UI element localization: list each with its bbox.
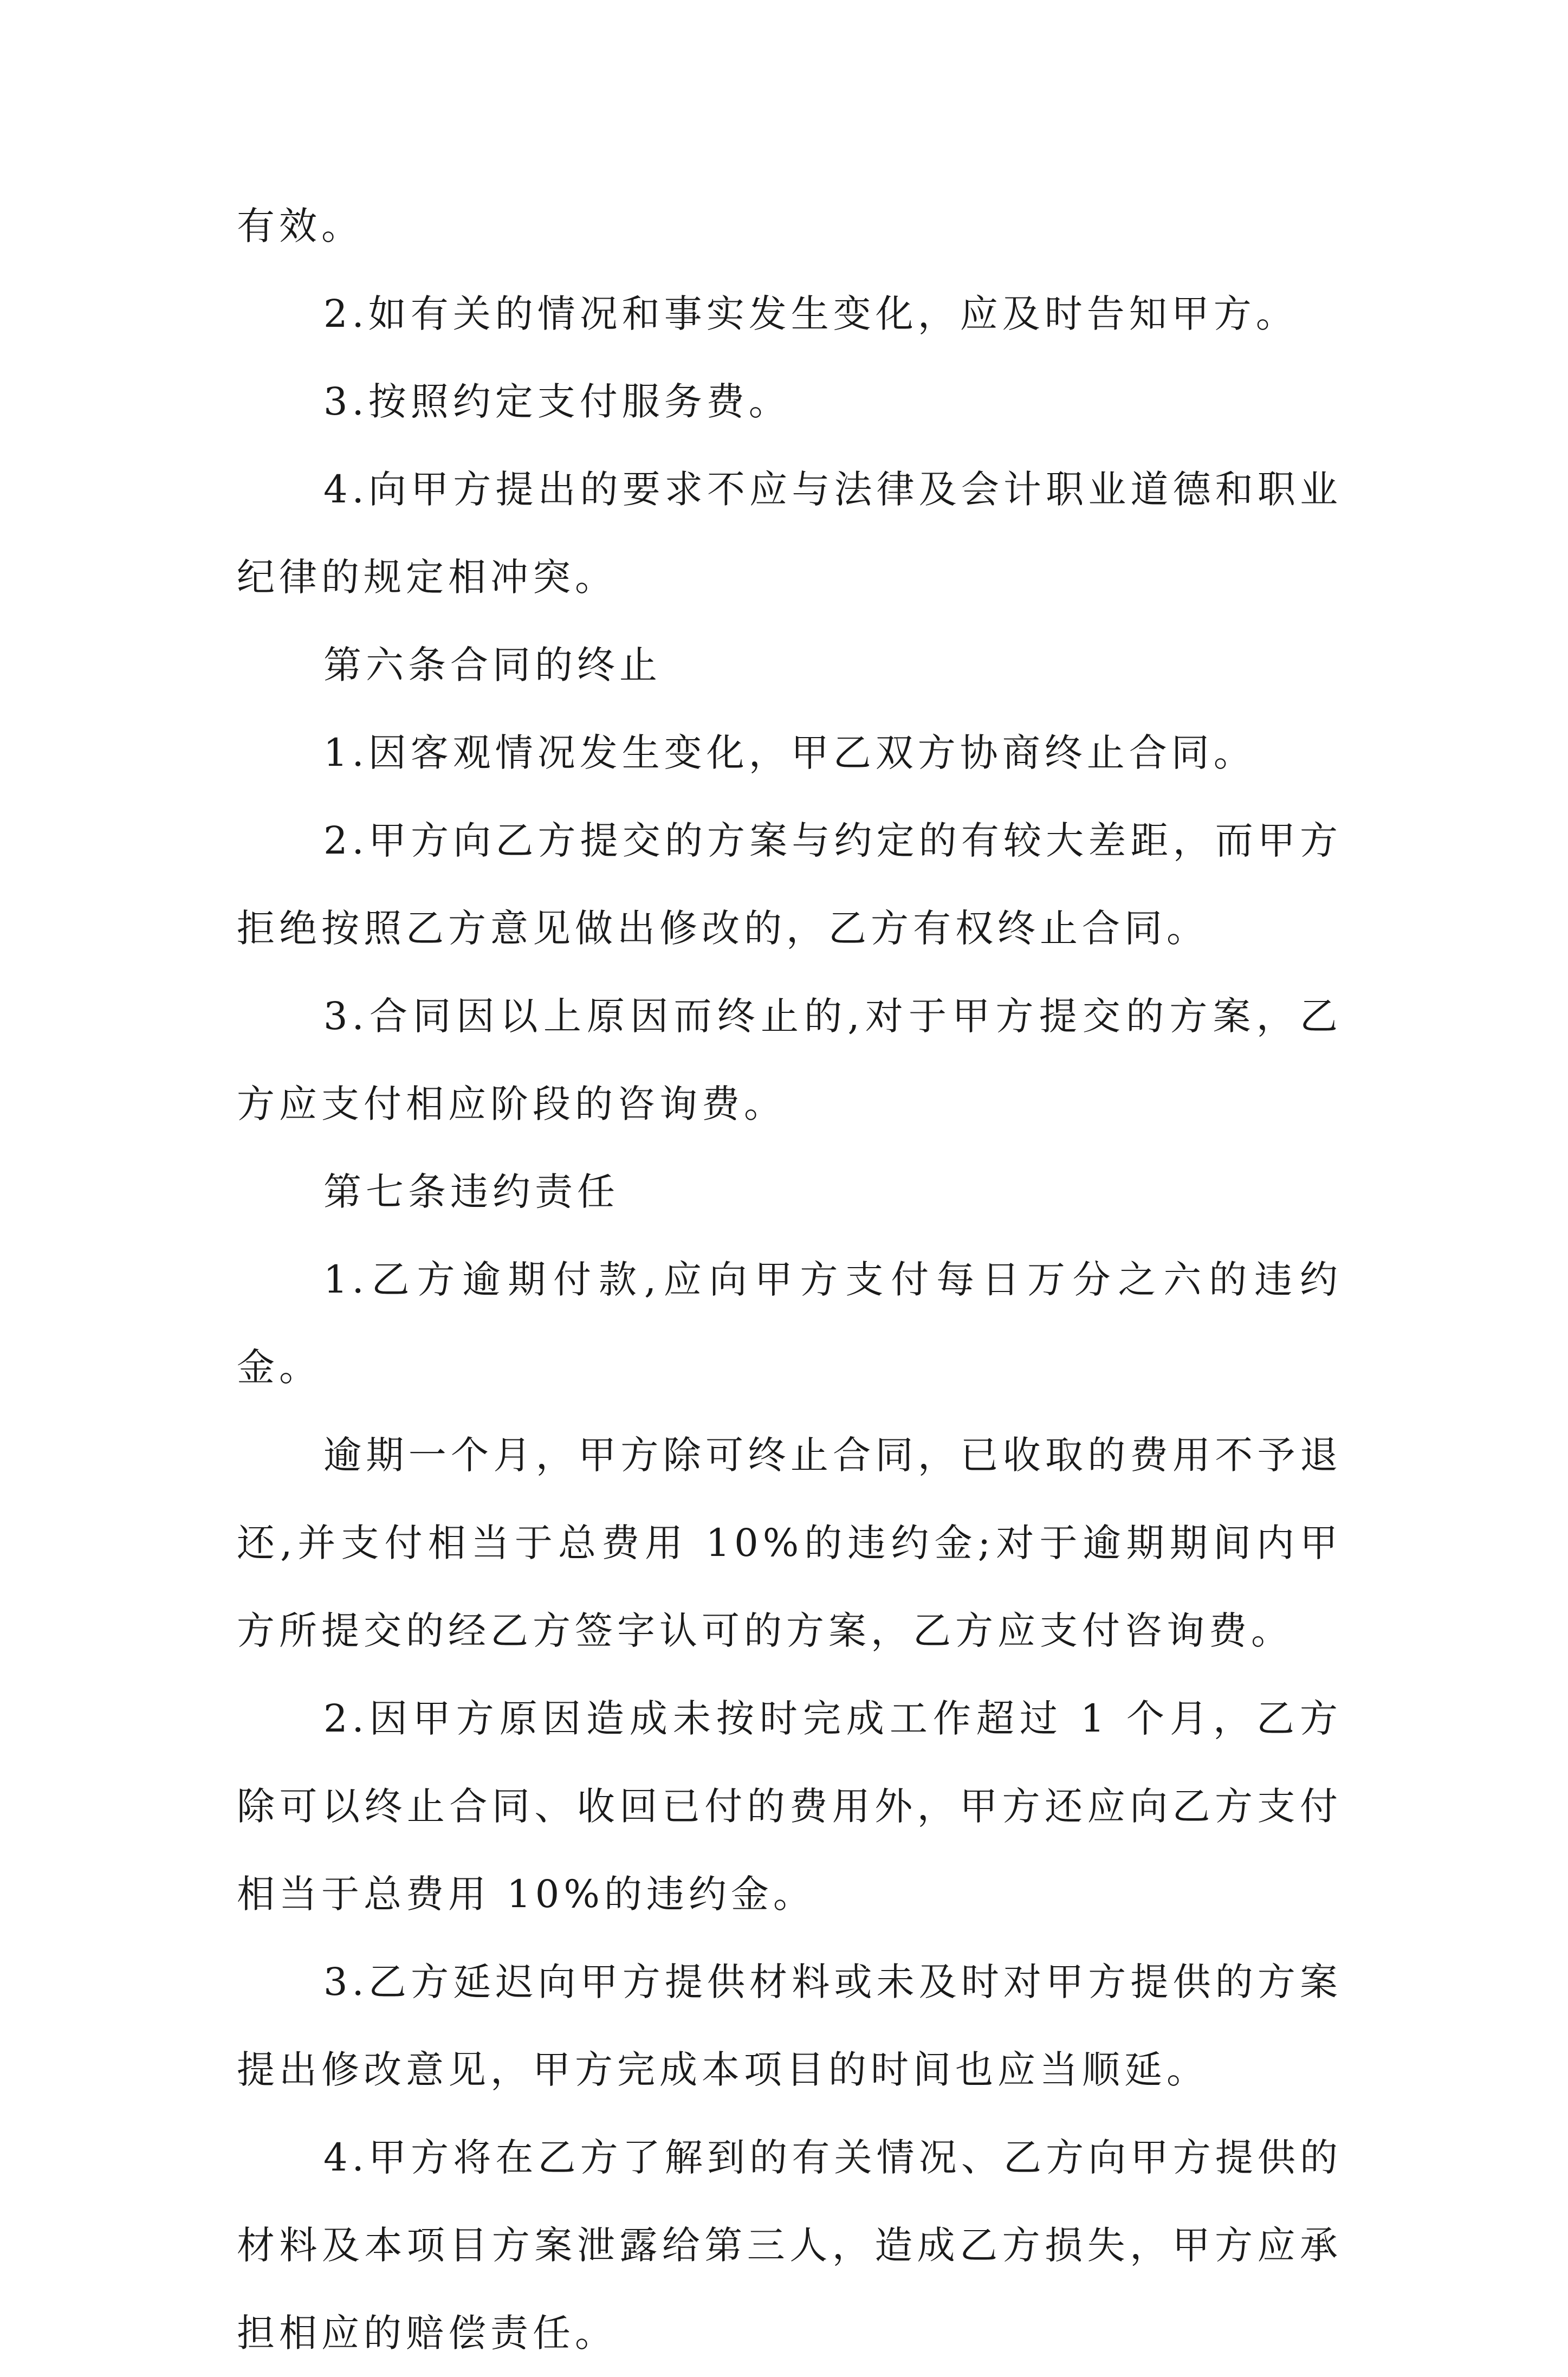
paragraph-article-6-item-1: 1.因客观情况发生变化，甲乙双方协商终止合同。 (323, 731, 1256, 775)
paragraph-article-7-item-2: 2.因甲方原因造成未按时完成工作超过 1 个月，乙方除可以终止合同、收回已付的费用外，甲方还应向乙方支付相当于总费用 10%的违约金。 (237, 1696, 1342, 1916)
section-heading-article-6: 第六条合同的终止 (323, 643, 662, 687)
section-heading-article-7: 第七条违约责任 (323, 1170, 619, 1214)
paragraph-article-7-item-3: 3.乙方延迟向甲方提供材料或未及时对甲方提供的方案提出修改意见，甲方完成本项目的时间也应当顺延。 (237, 1960, 1342, 2092)
paragraph-article-6-item-3: 3.合同因以上原因而终止的,对于甲方提交的方案，乙方应支付相应阶段的咨询费。 (237, 994, 1342, 1126)
paragraph-continuation: 有效。 (237, 204, 364, 248)
paragraph-article-7-item-4: 4.甲方将在乙方了解到的有关情况、乙方向甲方提供的材料及本项目方案泄露给第三人，造成乙方损失，甲方应承担相应的赔偿责任。 (237, 2135, 1342, 2355)
paragraph-article-6-item-2: 2.甲方向乙方提交的方案与约定的有较大差距，而甲方拒绝按照乙方意见做出修改的，乙方有权终止合同。 (237, 818, 1342, 951)
document-body (237, 182, 1342, 2377)
paragraph-article-7-overdue: 逾期一个月，甲方除可终止合同，已收取的费用不予退还,并支付相当于总费用 10%的违约金;对于逾期期间内甲方所提交的经乙方签字认可的方案，乙方应支付咨询费。 (237, 1433, 1342, 1653)
paragraph-item-4: 4.向甲方提出的要求不应与法律及会计职业道德和职业纪律的规定相冲突。 (237, 467, 1342, 599)
paragraph-item-3: 3.按照约定支付服务费。 (323, 379, 791, 424)
paragraph-item-2: 2.如有关的情况和事实发生变化，应及时告知甲方。 (323, 292, 1298, 336)
paragraph-article-7-item-1: 1.乙方逾期付款,应向甲方支付每日万分之六的违约金。 (237, 1257, 1342, 1390)
